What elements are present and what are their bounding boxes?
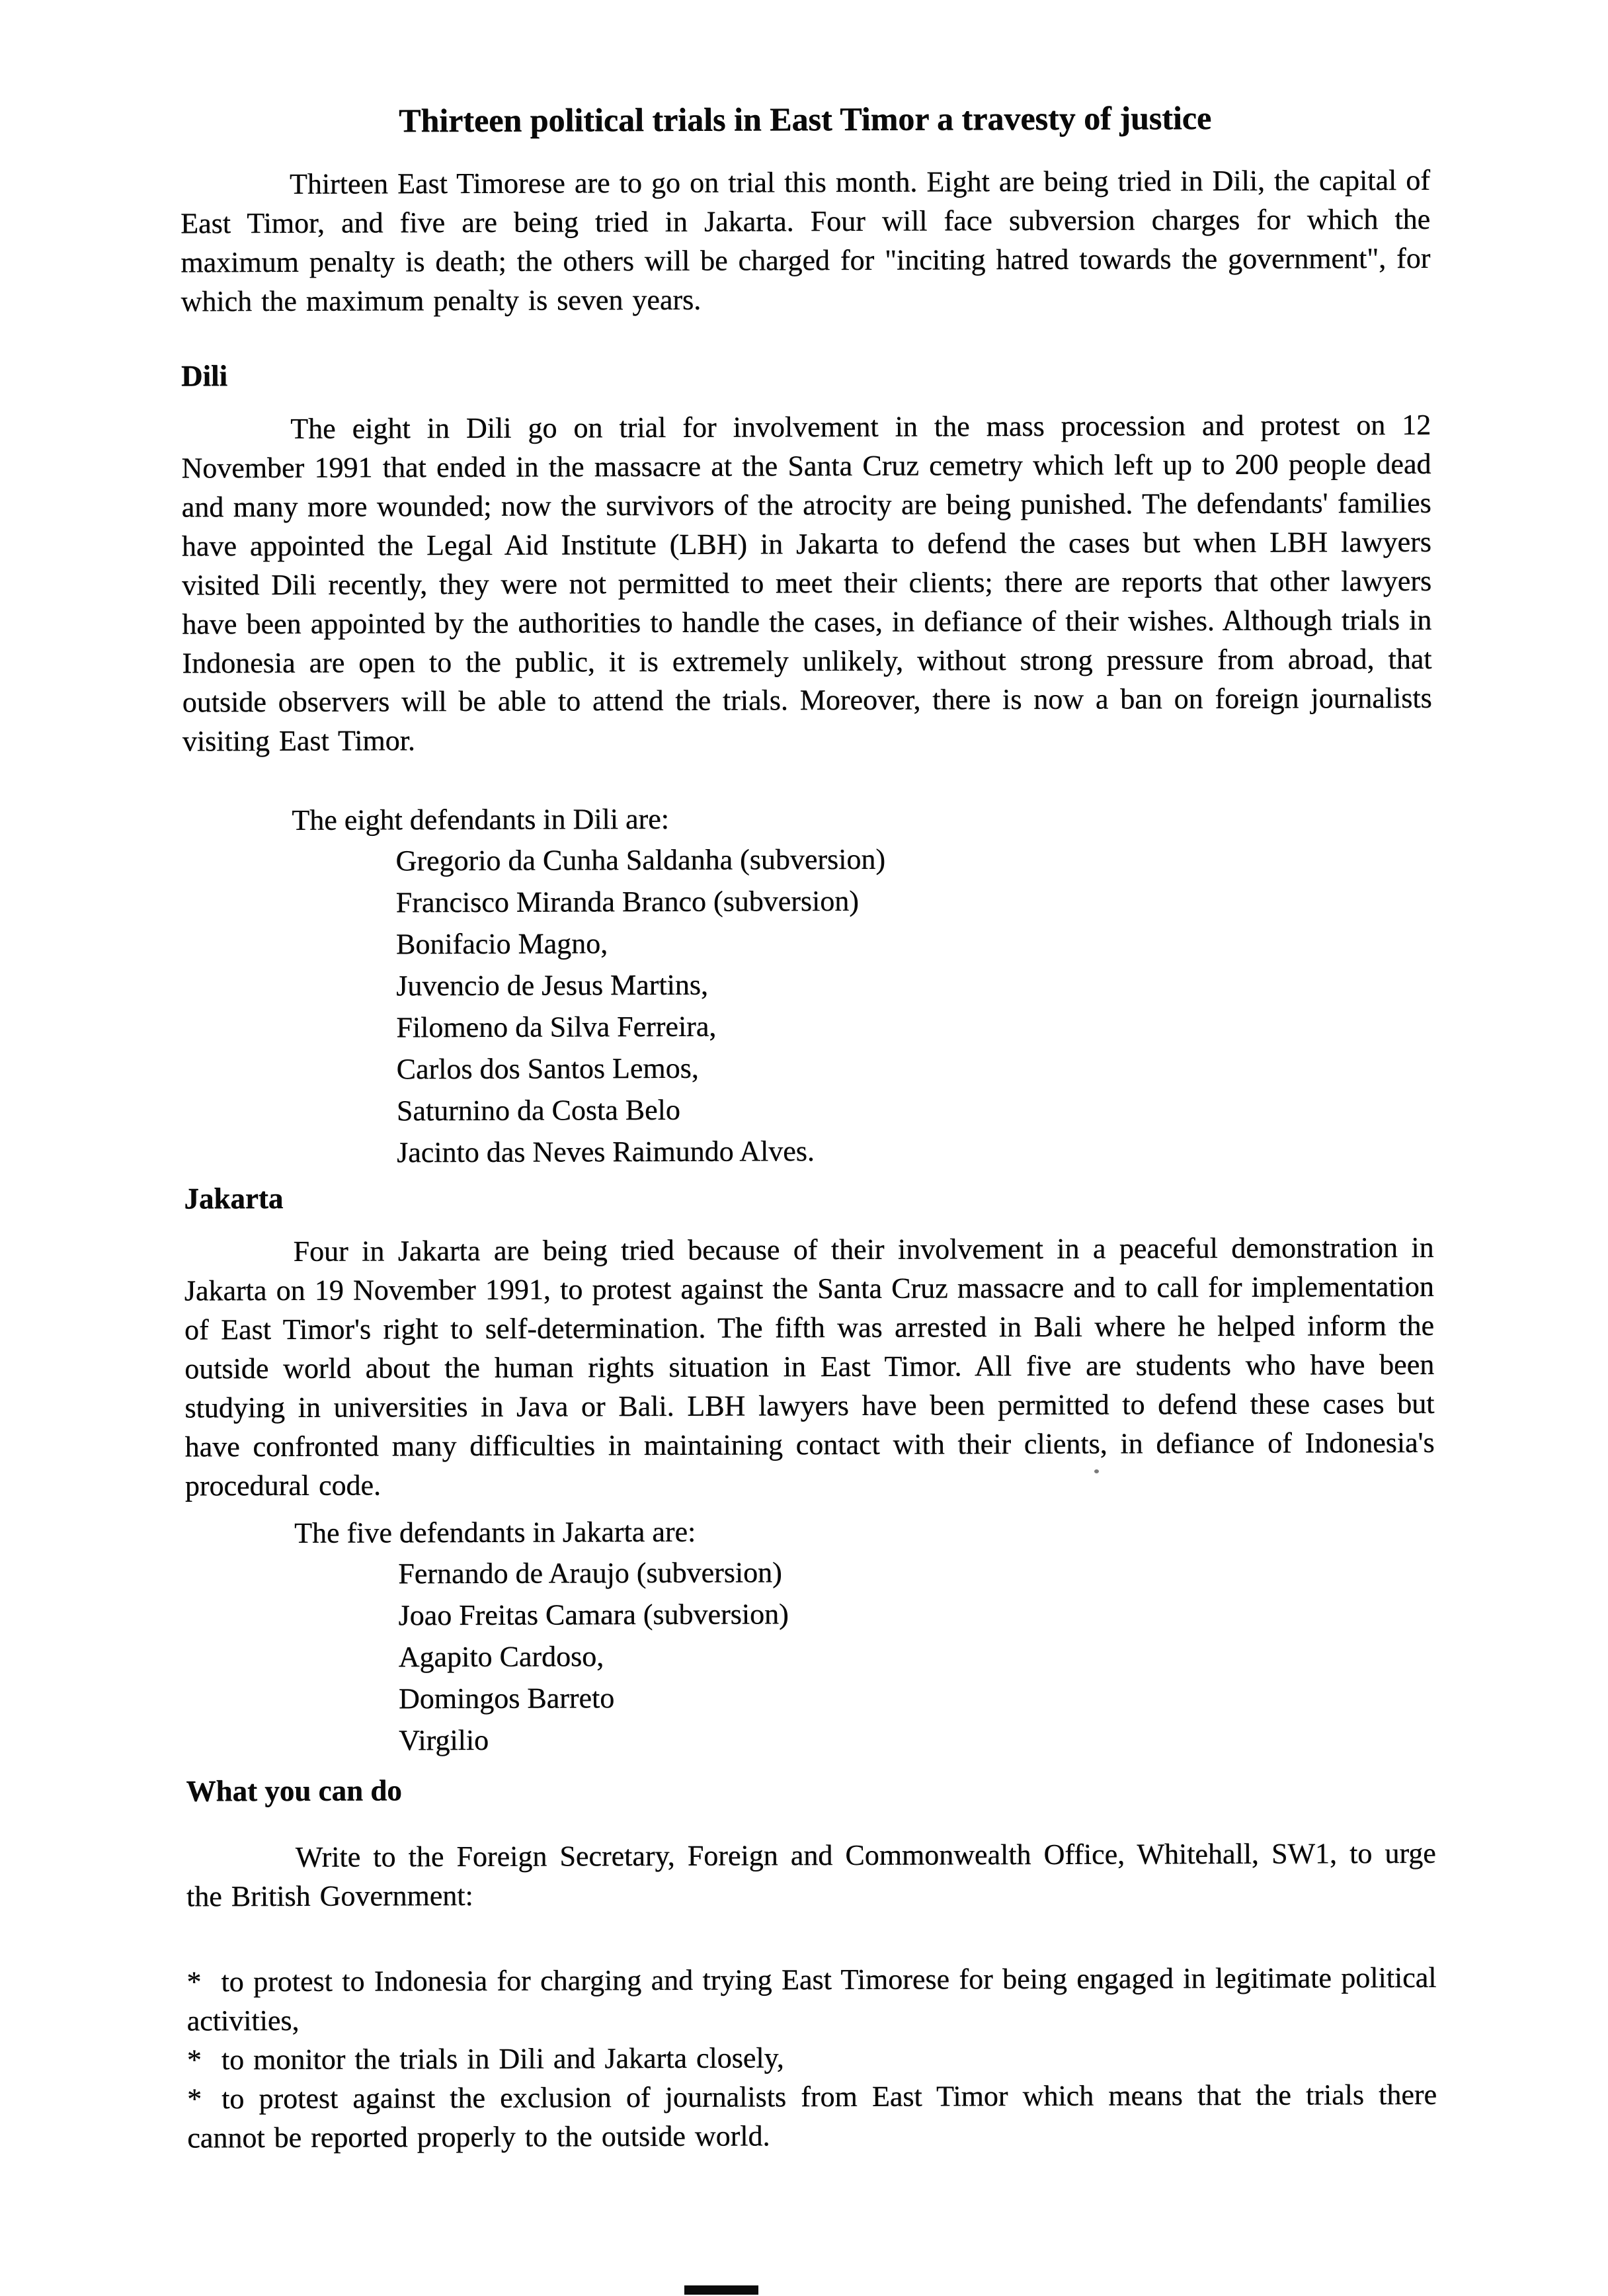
defendant-name: Carlos dos Santos Lemos,	[396, 1051, 699, 1086]
dili-paragraph: The eight in Dili go on trial for involvement in the mass procession and protest on 12 November 1991 that ended in the massacre at the Santa Cruz cemetry which left up to 200 people dead and many more wounded; now the survivors of the atrocity are being punished. The defendants' families have appointed the Legal Aid Institute (LBH) in Jakarta to defend the cases but when LBH lawyers visited Dili recently, they were not permitted to meet their clients; there are reports that other lawyers have been appointed by the authorities to handle the cases, in defiance of their wishes. Although trials in Indonesia are open to the public, it is extremely unlikely, without strong pressure from abroad, that outside observers will be able to attend the trials. Moreover, there is now a ban on foreign journalists visiting East Timor.	[181, 408, 1432, 758]
jakarta-defendants-list	[185, 1549, 1435, 1762]
asterisk-bullet: *	[186, 2082, 202, 2115]
document-content	[180, 0, 1437, 2296]
bullet-item	[187, 2075, 1437, 2158]
bullet-item	[186, 1958, 1436, 2041]
action-paragraph: Write to the Foreign Secretary, Foreign and Commonwealth Office, Whitehall, SW1, to urge the British Government:	[186, 1836, 1436, 1913]
section-heading-jakarta: Jakarta	[184, 1181, 284, 1215]
jakarta-defendants-intro: The five defendants in Jakarta are:	[294, 1515, 696, 1549]
scan-speck	[1094, 1469, 1099, 1473]
defendant-name: Domingos Barreto	[398, 1682, 615, 1715]
asterisk-bullet: *	[186, 1965, 202, 1998]
bullet-text: to protest against the exclusion of journalists from East Timor which means that the trials there cannot be reported properly to the outside world.	[187, 2078, 1437, 2154]
document-title: Thirteen political trials in East Timor a travesty of justice	[398, 99, 1212, 140]
defendant-name: Agapito Cardoso,	[398, 1640, 604, 1674]
defendant-name: Bonifacio Magno,	[395, 927, 608, 961]
dili-defendants-list	[182, 837, 1433, 1174]
asterisk-bullet: *	[186, 2043, 202, 2076]
defendant-name: Filomeno da Silva Ferreira,	[396, 1010, 717, 1044]
defendant-name: Gregorio da Cunha Saldanha (subversion)	[395, 842, 886, 878]
defendant-name: Virgilio	[399, 1723, 489, 1757]
defendant-name: Jacinto das Neves Raimundo Alves.	[396, 1134, 815, 1169]
dili-defendants-intro: The eight defendants in Dili are:	[292, 802, 669, 837]
action-bullet-list	[186, 1958, 1437, 2158]
bullet-text: to monitor the trials in Dili and Jakarta closely,	[221, 2041, 784, 2076]
jakarta-paragraph: Four in Jakarta are being tried because of their involvement in a peaceful demonstration in Jakarta on 19 November 1991, to protest against the Santa Cruz massacre and to call for implementation of East Timor's right to self-determination. The fifth was arrested in Bali where he helped inform the outside world about the human rights situation in East Timor. All five are students who have been studying in universities in Java or Bali. LBH lawyers have been permitted to defend these cases but have confronted many difficulties in maintaining contact with their clients, in defiance of Indonesia's procedural code.	[184, 1231, 1435, 1502]
bullet-item	[187, 2036, 1437, 2080]
defendant-name: Fernando de Araujo (subversion)	[398, 1556, 782, 1590]
intro-paragraph: Thirteen East Timorese are to go on trial this month. Eight are being tried in Dili, the capital of East Timor, and five are being tried in Jakarta. Four will face subversion charges for which the maximum penalty is death; the others will be charged for "inciting hatred towards the government", for which the maximum penalty is seven years.	[181, 163, 1431, 318]
section-heading-dili: Dili	[181, 359, 228, 393]
section-heading-what-you-can-do: What you can do	[186, 1774, 402, 1808]
defendant-name: Francisco Miranda Branco (subversion)	[395, 884, 859, 919]
defendant-name: Saturnino da Costa Belo	[396, 1093, 680, 1128]
defendant-name: Joao Freitas Camara (subversion)	[398, 1598, 789, 1632]
scan-artifact	[684, 2285, 758, 2295]
bullet-text: to protest to Indonesia for charging and trying East Timorese for being engaged in legitimate political activities,	[186, 1961, 1437, 2037]
defendant-name: Juvencio de Jesus Martins,	[396, 968, 708, 1003]
